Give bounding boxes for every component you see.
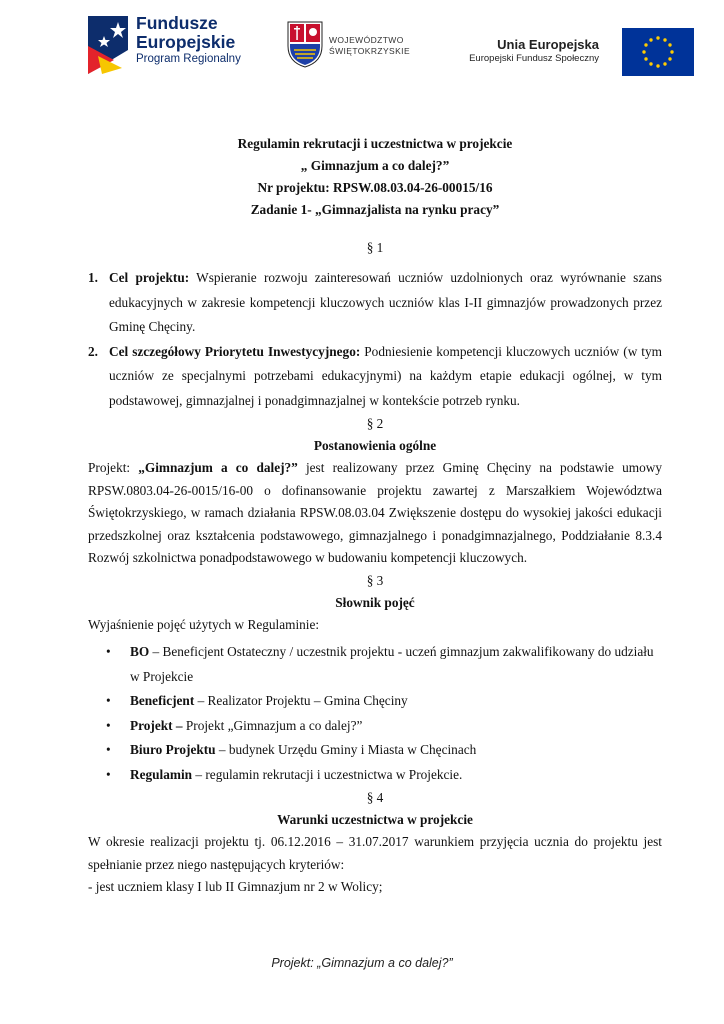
glossary-term: Beneficjent: [130, 693, 195, 708]
glossary-text: – budynek Urzędu Gminy i Miasta w Chęcinach: [215, 742, 477, 757]
section-3-mark: § 3: [366, 572, 384, 588]
ue-subtitle: Europejski Fundusz Społeczny: [469, 53, 599, 64]
list-item: [88, 689, 662, 714]
item-number: 2.: [88, 343, 98, 359]
coat-of-arms-icon: [286, 20, 324, 68]
sw-line-1: WOJEWÓDZTWO: [329, 35, 404, 45]
general-provisions-paragraph: [88, 457, 662, 570]
goal-text: Wspieranie rozwoju zainteresowań uczniów uzdolnionych oraz wyrównanie szans edukacyjnych w zakresie kompetencji kluczowych uczniów klas I-II gimnazjów prowadzonych przez Gminę Chęciny.: [109, 270, 662, 334]
glossary-text: Projekt „Gimnazjum a co dalej?”: [182, 717, 363, 733]
sw-line-2: ŚWIĘTOKRZYSKIE: [329, 46, 411, 56]
glossary-term: BO: [130, 644, 150, 659]
glossary-term: Regulamin: [130, 766, 193, 782]
eu-flag-icon: [622, 28, 694, 76]
list-item: [88, 714, 662, 739]
item-number: 1.: [88, 270, 98, 285]
page-header: [0, 0, 724, 90]
page-footer: Projekt: „Gimnazjum a co dalej?”: [271, 956, 453, 970]
bullet-icon: •: [106, 742, 111, 757]
fe-line-3: Program Regionalny: [136, 53, 241, 65]
project-goals-list: [88, 266, 662, 413]
glossary-text: – regulamin rekrutacji i uczestnictwa w Projekcie.: [192, 766, 463, 782]
section-4-heading: Warunki uczestnictwa w projekcie: [277, 812, 473, 827]
section-1-mark: § 1: [366, 240, 384, 255]
goal-text: Podniesienie kompetencji kluczowych uczniów (w tym uczniów ze specjalnymi potrzebami edukacyjnymi) na każdym etapie edukacji ogólnej, w tym podstawowej, gimnazjalnej i ponadgimnazjalnej w kontekście potrzeb rynku.: [109, 343, 662, 408]
fundusze-europejskie-logo: [88, 14, 258, 76]
title-line-4: Zadanie 1- „Gimnazjalista na rynku pracy”: [250, 202, 500, 217]
list-item: [88, 763, 662, 788]
list-item: [88, 640, 662, 689]
unia-europejska-logo: [444, 28, 694, 78]
section-3-heading: Słownik pojęć: [335, 594, 415, 610]
title-line-2: „ Gimnazjum a co dalej?”: [300, 158, 450, 173]
glossary-text: – Beneficjent Ostateczny / uczestnik projektu - uczeń gimnazjum zakwalifikowany do udziału w Projekcie: [130, 644, 654, 684]
fe-line-1: Fundusze: [136, 13, 218, 33]
list-item: [88, 266, 662, 340]
project-prefix: Projekt:: [88, 460, 139, 475]
project-name: „Gimnazjum a co dalej?”: [138, 460, 298, 475]
title-line-3: Nr projektu: RPSW.08.03.04-26-00015/16: [257, 180, 493, 195]
section-4-mark: § 4: [366, 790, 384, 805]
criterion-1: - jest uczniem klasy I lub II Gimnazjum nr 2 w Wolicy;: [88, 879, 383, 894]
glossary-term: Projekt –: [130, 717, 183, 733]
list-item: [88, 738, 662, 763]
document-body: [88, 130, 662, 899]
list-item: [88, 340, 662, 414]
fe-stars-icon: [88, 16, 134, 74]
ue-title: Unia Europejska: [497, 37, 599, 52]
title-line-1: Regulamin rekrutacji i uczestnictwa w projekcie: [237, 136, 513, 151]
document-title: [88, 133, 662, 221]
bullet-icon: •: [106, 693, 111, 708]
glossary-list: [88, 640, 662, 787]
glossary-term: Biuro Projektu: [130, 742, 216, 757]
section-2-mark: § 2: [366, 416, 384, 431]
glossary-intro: Wyjaśnienie pojęć użytych w Regulaminie:: [88, 616, 320, 632]
bullet-icon: •: [106, 717, 111, 733]
section-2-heading: Postanowienia ogólne: [313, 438, 437, 453]
goal-label: Cel projektu:: [109, 270, 190, 285]
bullet-icon: •: [106, 766, 111, 782]
swietokrzyskie-logo: [286, 20, 426, 70]
goal-label: Cel szczegółowy Priorytetu Inwestycyjnego:: [109, 343, 361, 359]
conditions-paragraph: W okresie realizacji projektu tj. 06.12.2016 – 31.07.2017 warunkiem przyjęcia ucznia do projektu jest spełnianie przez niego następujących kryteriów:: [88, 834, 662, 872]
provisions-text: jest realizowany przez Gminę Chęciny na podstawie umowy RPSW.0803.04-26-0015/16-00 o dofinansowanie projektu zawartej z Marszałkiem Województwa Świętokrzyskiego, w ramach działania RPSW.08.03.04 Zwiększenie dostępu do wysokiej jakości edukacji przedszkolnej oraz kształcenia podstawowego, gimnazjalnego i ponadgimnazjalnego, Poddziałanie 8.3.4 Rozwój szkolnictwa ponadpodstawowego w budowaniu kompetencji kluczowych.: [88, 460, 662, 565]
bullet-icon: •: [106, 644, 111, 659]
glossary-text: – Realizator Projektu – Gmina Chęciny: [194, 693, 408, 708]
fe-line-2: Europejskie: [136, 32, 236, 52]
